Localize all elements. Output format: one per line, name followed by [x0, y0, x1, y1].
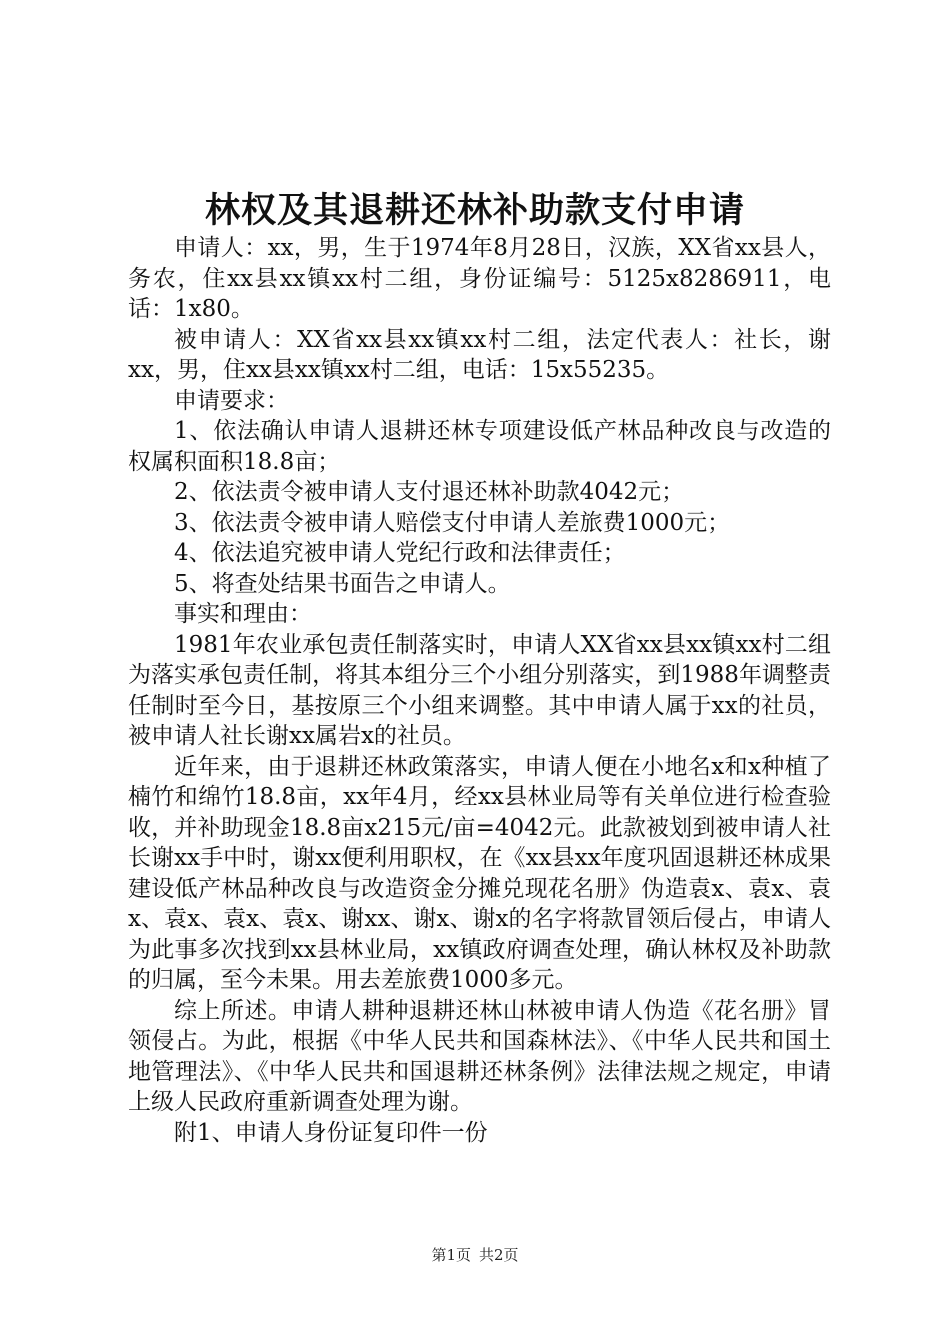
paragraph-facts-1: 1981年农业承包责任制落实时，申请人XX省xx县xx镇xx村二组为落实承包责任制，将其本组分三个小组分别落实，到1988年调整责任制时至今日，基按原三个小组来调整。其中申请人属于xx的社员，被申请人社长谢xx属岩x的社员。 [128, 631, 831, 749]
paragraph-request-4: 4、依法追究被申请人党纪行政和法律责任； [174, 540, 626, 566]
paragraph-facts-2: 近年来，由于退耕还林政策落实，申请人便在小地名x和x种植了楠竹和绵竹18.8亩，xx年4月，经xx县林业局等有关单位进行检查验收，并补助现金18.8亩x215元/亩=4042元。此款被划到被申请人社长谢xx手中时，谢xx便利用职权，在《xx县xx年度巩固退耕还林成果建设低产林品种改良与改造资金分摊兑现花名册》伪造袁x、袁x、袁x、袁x、袁x、袁x、谢xx、谢x、谢x的名字将款冒领后侵占，申请人为此事多次找到xx县林业局，xx镇政府调查处理，确认林权及补助款的归属，至今未果。用去差旅费1000多元。 [128, 753, 831, 993]
paragraph-applicant: 申请人：xx，男，生于1974年8月28日，汉族，XX省xx县人，务农，住xx县xx镇xx村二组，身份证编号：5125x8286911，电话：1x80。 [128, 235, 831, 322]
document-body [128, 233, 831, 1148]
paragraph-requests-heading: 申请要求： [174, 387, 289, 414]
paragraph-request-1: 1、依法确认申请人退耕还林专项建设低产林品种改良与改造的权属积面积18.8亩； [128, 418, 831, 475]
page-number-current: 第1页 [431, 1246, 471, 1264]
paragraph-attachment: 附1、申请人身份证复印件一份 [174, 1119, 488, 1146]
page-footer [0, 1245, 950, 1265]
paragraph-request-2: 2、依法责令被申请人支付退还林补助款4042元； [174, 479, 685, 505]
paragraph-respondent: 被申请人：XX省xx县xx镇xx村二组，法定代表人：社长，谢xx，男，住xx县xx镇xx村二组，电话：15x55235。 [128, 326, 831, 383]
page-number-total: 共2页 [479, 1246, 519, 1264]
paragraph-request-3: 3、依法责令被申请人赔偿支付申请人差旅费1000元； [174, 509, 731, 536]
document-title: 林权及其退耕还林补助款支付申请 [204, 190, 745, 231]
paragraph-facts-heading: 事实和理由： [174, 601, 312, 627]
paragraph-conclusion: 综上所述。申请人耕种退耕还林山林被申请人伪造《花名册》冒领侵占。为此，根据《中华人民共和国森林法》、《中华人民共和国土地管理法》、《中华人民共和国退耕还林条例》法律法规之规定，申请上级人民政府重新调查处理为谢。 [128, 997, 831, 1115]
paragraph-request-5: 5、将查处结果书面告之申请人。 [174, 570, 511, 597]
